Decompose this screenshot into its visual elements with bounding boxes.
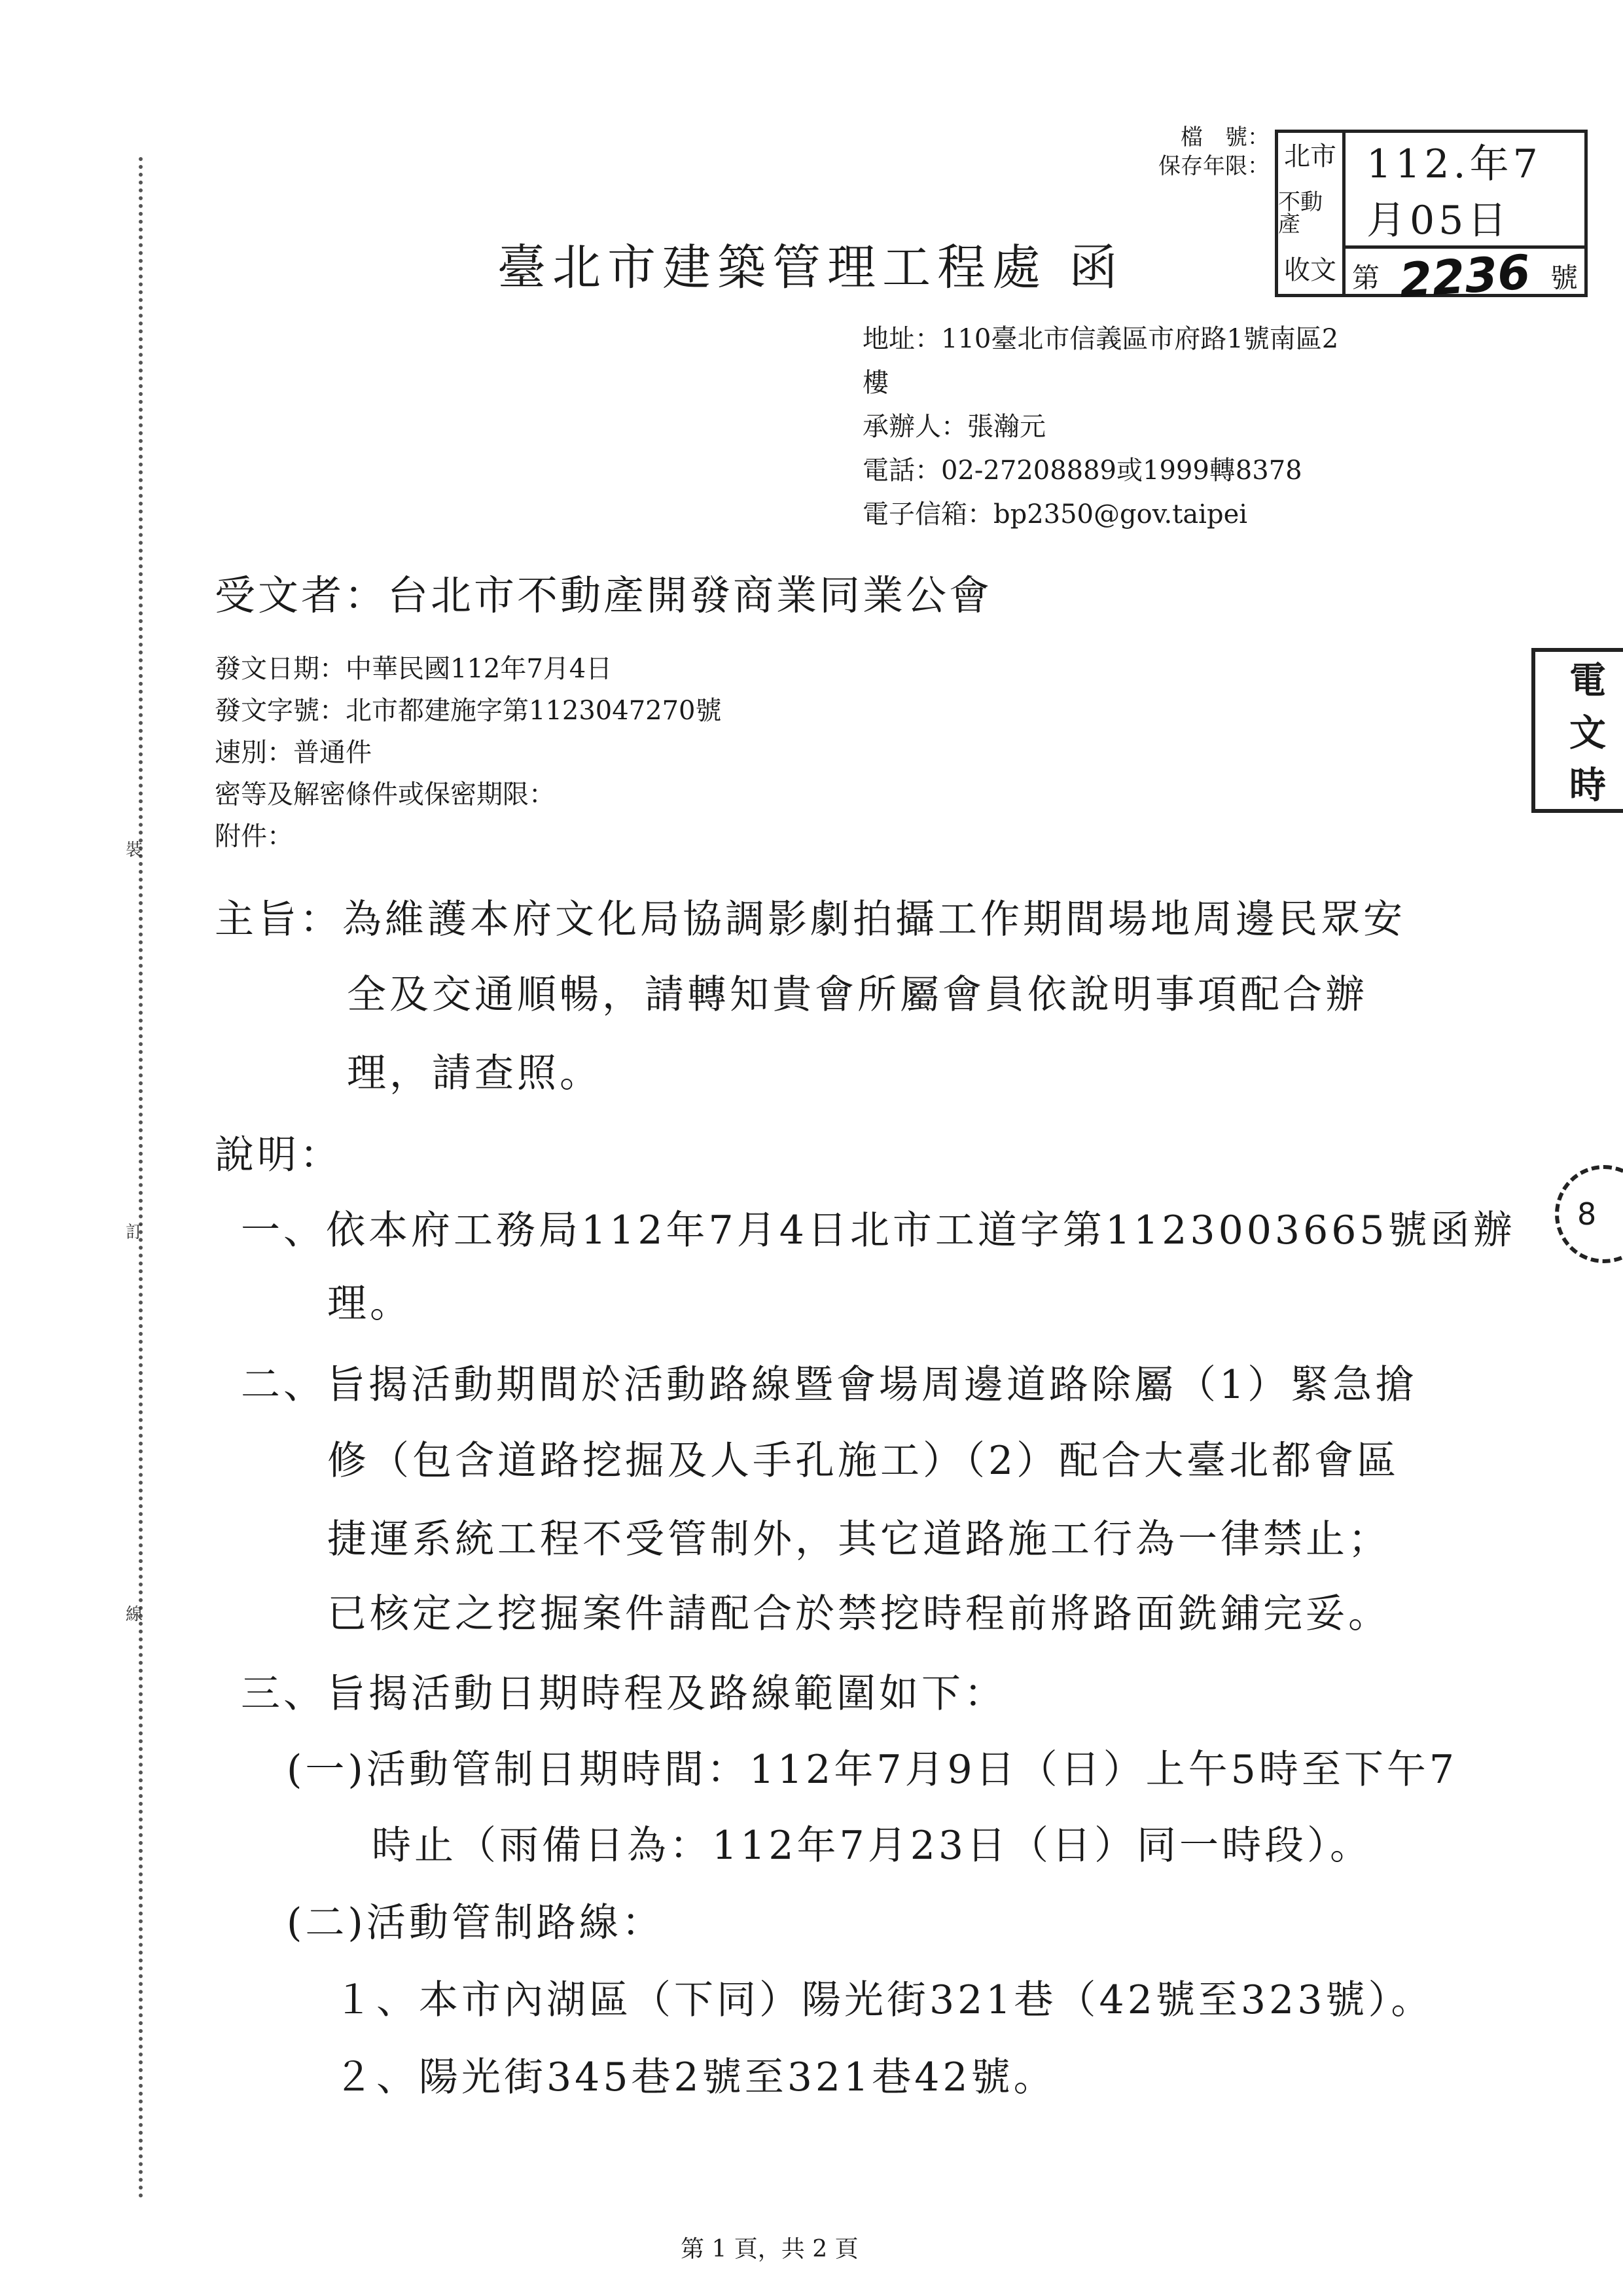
receipt-stamp-label [1278,133,1346,294]
side-stamp-char-1: 電 [1569,659,1606,702]
stamp-left-line-3: 收文 [1284,255,1336,285]
issue-date: 發文日期：中華民國112年7月4日 [215,654,613,684]
route-item-1: １、本市內湖區（下同）陽光街321巷（42號至323號）。 [334,1977,1434,2023]
binding-mark-ding: 訂 [126,1223,143,1242]
explanation-item-1-line-2: 理。 [327,1281,412,1327]
explanation-item-2-line-3: 捷運系統工程不受管制外，其它道路施工行為一律禁止； [327,1516,1391,1562]
receipt-no-prefix: 第 [1352,262,1380,294]
explanation-item-3-line-1: 三、旨揭活動日期時程及路線範圍如下： [241,1671,1007,1717]
page-footer: 第 1 頁，共 2 頁 [681,2236,859,2263]
secrecy-level: 密等及解密條件或保密期限： [215,780,555,810]
stamp-left-line-1: 北市 [1284,141,1336,172]
contact-block [863,317,1338,537]
explanation-sub-1-line-2: 時止（雨備日為：112年7月23日（日）同一時段）。 [372,1823,1373,1869]
page-seal [1555,1165,1623,1263]
electronic-doc-stamp [1531,648,1623,813]
route-item-2: ２、陽光街345巷2號至321巷42號。 [334,2054,1056,2100]
receipt-date: 112.年7月05日 [1346,133,1584,249]
stamp-left-line-2: 不動產 [1278,188,1323,238]
attachment: 附件： [215,821,293,852]
retention-label: 保存年限： [1158,153,1270,179]
document-number: 發文字號：北市都建施字第1123047270號 [215,696,722,726]
explanation-heading: 說明： [215,1132,342,1178]
receipt-stamp [1275,130,1588,308]
file-labels [1158,123,1270,181]
subject-line-1: 主旨：為維護本府文化局協調影劇拍攝工作期間場地周邊民眾安 [215,897,1406,942]
receipt-no-suffix: 號 [1550,262,1578,294]
side-stamp-char-3: 時 [1569,764,1606,807]
explanation-sub-1-line-1: (一)活動管制日期時間：112年7月9日（日）上午5時至下午7 [287,1747,1458,1793]
speed-class: 速別：普通件 [215,738,372,768]
binding-dotted-line [139,157,143,2199]
email: 電子信箱：bp2350@gov.taipei [863,499,1248,529]
binding-mark-xian: 線 [126,1605,143,1624]
address-line-1: 地址：110臺北市信義區市府路1號南區2 [863,324,1339,354]
subject-line-3: 理，請查照。 [347,1050,602,1096]
explanation-item-2-line-2: 修（包含道路挖掘及人手孔施工）（2）配合大臺北都會區 [327,1438,1400,1484]
phone: 電話：02-27208889或1999轉8378 [863,456,1302,486]
officer: 承辦人：張瀚元 [863,412,1046,442]
file-number-label: 檔 號： [1181,124,1270,151]
explanation-sub-2-line-1: (二)活動管制路線： [287,1900,664,1946]
explanation-item-2-line-1: 二、旨揭活動期間於活動路線暨會場周邊道路除屬（1）緊急搶 [241,1362,1418,1408]
recipient: 受文者：台北市不動產開發商業同業公會 [215,571,993,619]
binding-mark-zhuang: 裝 [126,840,143,860]
address-line-2: 樓 [863,368,889,398]
subject-line-2: 全及交通順暢，請轉知貴會所屬會員依說明事項配合辦 [347,972,1368,1018]
explanation-item-2-line-4: 已核定之挖掘案件請配合於禁挖時程前將路面銑鋪完妥。 [327,1591,1391,1637]
side-stamp-char-2: 文 [1569,711,1606,755]
document-title: 臺北市建築管理工程處 函 [497,240,1124,296]
meta-block [215,648,722,857]
receipt-no-value: 2236 [1397,244,1533,308]
explanation-item-1-line-1: 一、依本府工務局112年7月4日北市工道字第1123003665號函辦 [241,1208,1516,1253]
seal-text: 8 [1577,1196,1597,1232]
